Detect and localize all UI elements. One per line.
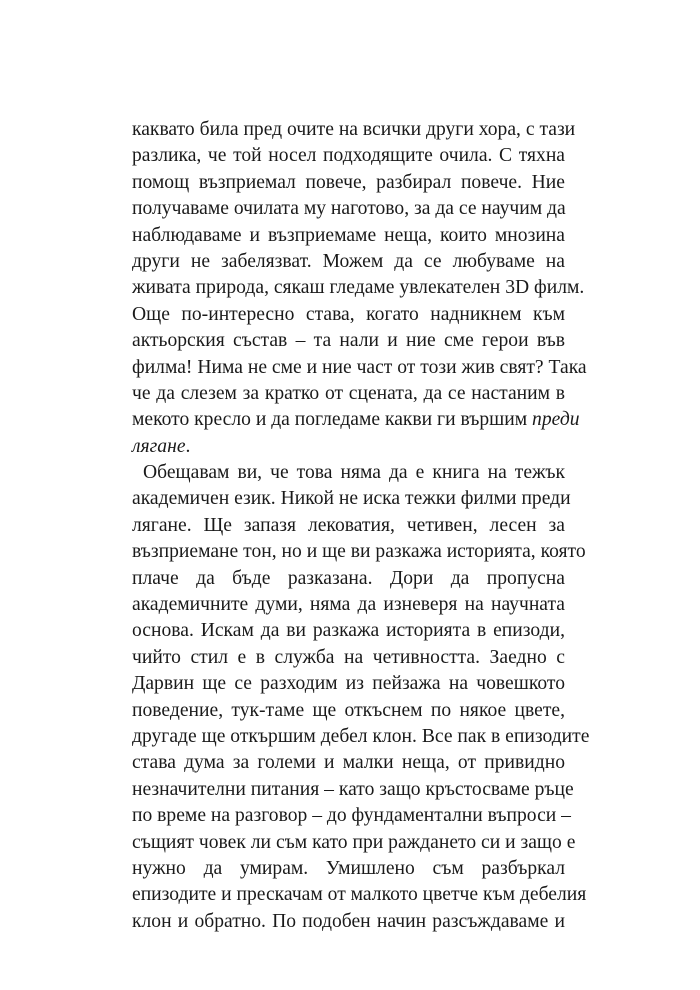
text-line: наблюдаваме и възприемаме неща, които мнозина — [132, 224, 565, 246]
text-line: други не забелязват. Можем да се любуваме на — [132, 250, 565, 272]
text-line: другаде ще откършим дебел клон. Все пак в епизодите — [132, 725, 590, 747]
body-text — [132, 117, 590, 962]
text-line: разлика, че той носел подходящите очила. С тяхна — [132, 145, 565, 167]
text-run: . — [185, 435, 191, 457]
text-line: Дарвин ще се разходим из пейзажа на човешкото — [132, 673, 565, 695]
paragraph-1 — [132, 117, 587, 460]
text-line: Обещавам ви, че това няма да е книга на тежък — [143, 462, 565, 484]
text-line: поведение, тук-таме ще откъснем по някое цвете, — [132, 699, 565, 721]
text-line: актьорския състав – та нали и ние сме герои във — [132, 330, 565, 352]
italic-text: лягане — [132, 435, 186, 457]
text-line: академичен език. Никой не иска тежки филми преди — [132, 488, 571, 510]
text-line: същият човек ли съм като при раждането си и защо е — [132, 831, 576, 853]
text-line: получаваме очилата му наготово, за да се научим да — [132, 198, 566, 220]
text-line: лягане. Ще запазя лековатия, четивен, лесен за — [132, 514, 565, 536]
text-line — [132, 935, 565, 961]
text-line: незначителни питания – като защо кръстосваме ръце — [132, 778, 574, 800]
text-line: нужно да умирам. Умишлено съм разбъркал — [132, 857, 565, 879]
text-line: академичните думи, няма да изневеря на научната — [132, 594, 565, 616]
text-line: основа. Искам да ви разкажа историята в епизоди, — [132, 620, 565, 642]
text-line: че да слезем за кратко от сцената, да се настаним в — [132, 382, 565, 404]
text-line: каквато била пред очите на всички други хора, с тази — [132, 119, 576, 140]
text-line — [132, 407, 580, 433]
text-line: по време на разговор – до фундаментални въпроси – — [132, 805, 571, 827]
text-line: филма! Нима не сме и ние част от този жив свят? Така — [132, 356, 587, 378]
text-run: мекото кресло и да погледаме какви ги вършим — [132, 409, 533, 431]
text-line: плаче да бъде разказана. Дори да пропусна — [132, 567, 565, 589]
text-line: Още по-интересно става, когато надникнем към — [132, 303, 565, 325]
text-line: клон и обратно. По подобен начин разсъждаваме и — [132, 910, 565, 932]
text-line: живата природа, сякаш гледаме увлекателен 3D филм. — [132, 277, 585, 299]
paragraph-2 — [132, 460, 590, 961]
text-line: става дума за големи и малки неща, от привидно — [132, 752, 565, 774]
italic-text: преди — [532, 409, 580, 431]
text-line — [132, 434, 565, 460]
text-line: чийто стил е в служба на четивността. Заедно с — [132, 646, 565, 668]
text-line: помощ възприемал повече, разбирал повече. Ние — [132, 171, 565, 193]
text-line: възприемане тон, но и ще ви разкажа историята, която — [132, 541, 586, 563]
text-line: епизодите и прескачам от малкото цветче към дебелия — [132, 884, 587, 906]
